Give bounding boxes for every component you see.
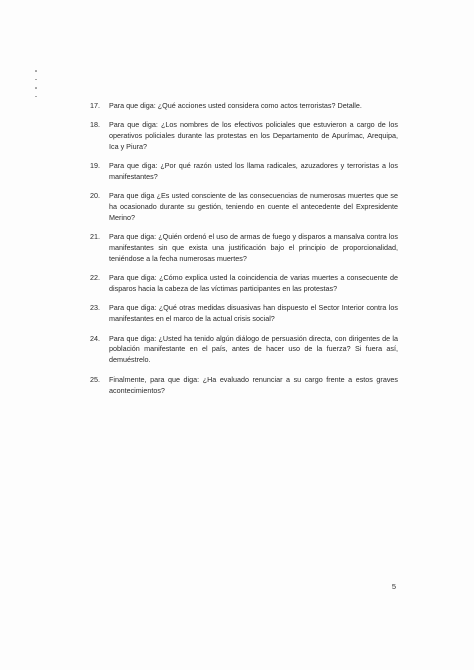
question-number: 20. [90, 191, 100, 201]
question-item [90, 120, 398, 153]
question-number: 22. [90, 273, 100, 283]
question-item [90, 303, 398, 325]
question-item [90, 101, 398, 112]
margin-dot [35, 87, 37, 89]
question-item [90, 232, 398, 265]
question-text: Para que diga: ¿Usted ha tenido algún diálogo de persuasión directa, con dirigentes de la población manifestante en el país, antes de hacer uso de la fuerza? Si fuera así, demuéstrelo. [109, 333, 398, 365]
page-number: 5 [391, 582, 396, 591]
question-text: Para que diga: ¿Cómo explica usted la coincidencia de varias muertes a consecuente de disparos hacia la cabeza de las víctimas participantes en las protestas? [109, 273, 398, 294]
question-text: Para que diga: ¿Qué acciones usted considera como actos terroristas? Detalle. [109, 101, 362, 110]
question-number: 19. [90, 161, 100, 171]
margin-dot [35, 70, 37, 72]
question-item [90, 334, 398, 367]
question-number: 21. [90, 232, 100, 242]
margin-dot [35, 79, 37, 81]
question-item [90, 161, 398, 183]
question-text: Para que diga: ¿Qué otras medidas disuasivas han dispuesto el Sector Interior contra los manifestantes en el marco de la actual crisis social? [109, 303, 398, 324]
question-item [90, 273, 398, 295]
question-number: 24. [90, 333, 100, 343]
question-list [90, 101, 398, 405]
question-item [90, 375, 398, 397]
question-text: Para que diga: ¿Por qué razón usted los llama radicales, azuzadores y terroristas a los manifestantes? [109, 161, 398, 182]
question-number: 17. [90, 101, 100, 110]
question-number: 18. [90, 120, 100, 130]
question-text: Para que diga: ¿Los nombres de los efectivos policiales que estuvieron a cargo de los operativos policiales durante las protestas en los Departamento de Apurímac, Arequipa, Ica y Piura? [109, 120, 398, 152]
question-number: 25. [90, 374, 100, 384]
question-text: Para que diga: ¿Quién ordenó el uso de armas de fuego y disparos a mansalva contra los manifestantes sin que exista una justificación bajo el principio de proporcionalidad, teniéndose a la fecha numerosas muertes? [109, 232, 398, 264]
margin-marks [35, 70, 38, 100]
question-item [90, 191, 398, 224]
question-number: 23. [90, 303, 100, 313]
question-text: Para que diga ¿Es usted consciente de las consecuencias de numerosas muertes que se ha ocasionado durante su gestión, teniendo en cuente el antecedente del Expresidente Merino? [109, 191, 398, 223]
margin-dot [35, 96, 37, 98]
question-text: Finalmente, para que diga: ¿Ha evaluado renunciar a su cargo frente a estos graves acontecimientos? [109, 374, 398, 395]
